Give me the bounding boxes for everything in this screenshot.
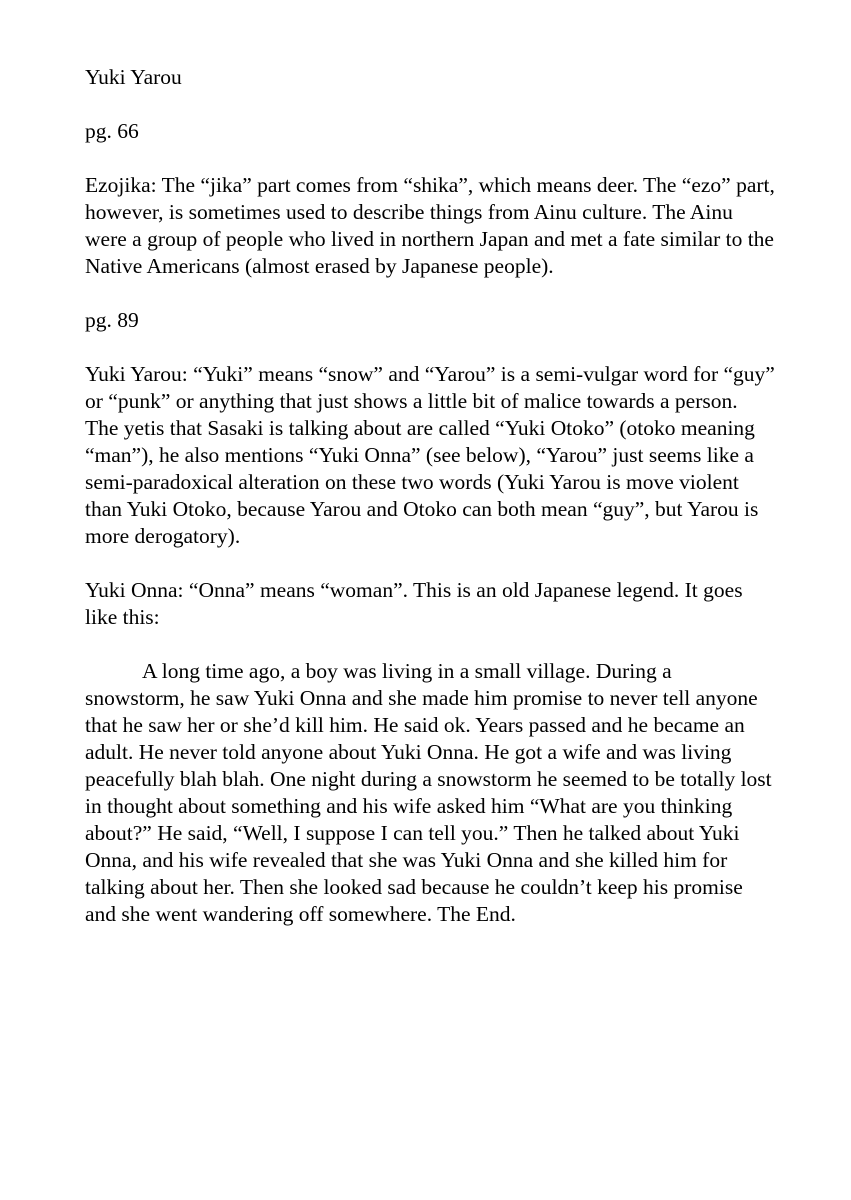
page-reference-89: pg. 89 (85, 308, 139, 332)
document-title: Yuki Yarou (85, 65, 182, 89)
yuki-onna-paragraph: Yuki Onna: “Onna” means “woman”. This is an old Japanese legend. It goes like this: (85, 578, 743, 629)
yuki-yarou-paragraph: Yuki Yarou: “Yuki” means “snow” and “Yarou” is a semi-vulgar word for “guy” or “punk” or anything that just shows a little bit of malice towards a person. The yetis that Sasaki is talking about are called “Yuki Otoko” (otoko meaning “man”), he also mentions “Yuki Onna” (see below), “Yarou” just seems like a semi-paradoxical alteration on these two words (Yuki Yarou is move violent than Yuki Otoko, because Yarou and Otoko can both mean “guy”, but Yarou is more derogatory). (85, 362, 775, 548)
document-body (85, 64, 775, 955)
page-reference-66: pg. 66 (85, 119, 139, 143)
legend-paragraph: A long time ago, a boy was living in a small village. During a snowstorm, he saw Yuki Onna and she made him promise to never tell anyone that he saw her or she’d kill him. He said ok. Years passed and he became an adult. He never told anyone about Yuki Onna. He got a wife and was living peacefully blah blah. One night during a snowstorm he seemed to be totally lost in thought about something and his wife asked him “What are you thinking about?” He said, “Well, I suppose I can tell you.” Then he talked about Yuki Onna, and his wife revealed that she was Yuki Onna and she killed him for talking about her. Then she looked sad because he couldn’t keep his promise and she went wandering off somewhere. The End. (85, 659, 772, 926)
ezojika-paragraph: Ezojika: The “jika” part comes from “shika”, which means deer. The “ezo” part, however, is sometimes used to describe things from Ainu culture. The Ainu were a group of people who lived in northern Japan and met a fate similar to the Native Americans (almost erased by Japanese people). (85, 173, 775, 278)
